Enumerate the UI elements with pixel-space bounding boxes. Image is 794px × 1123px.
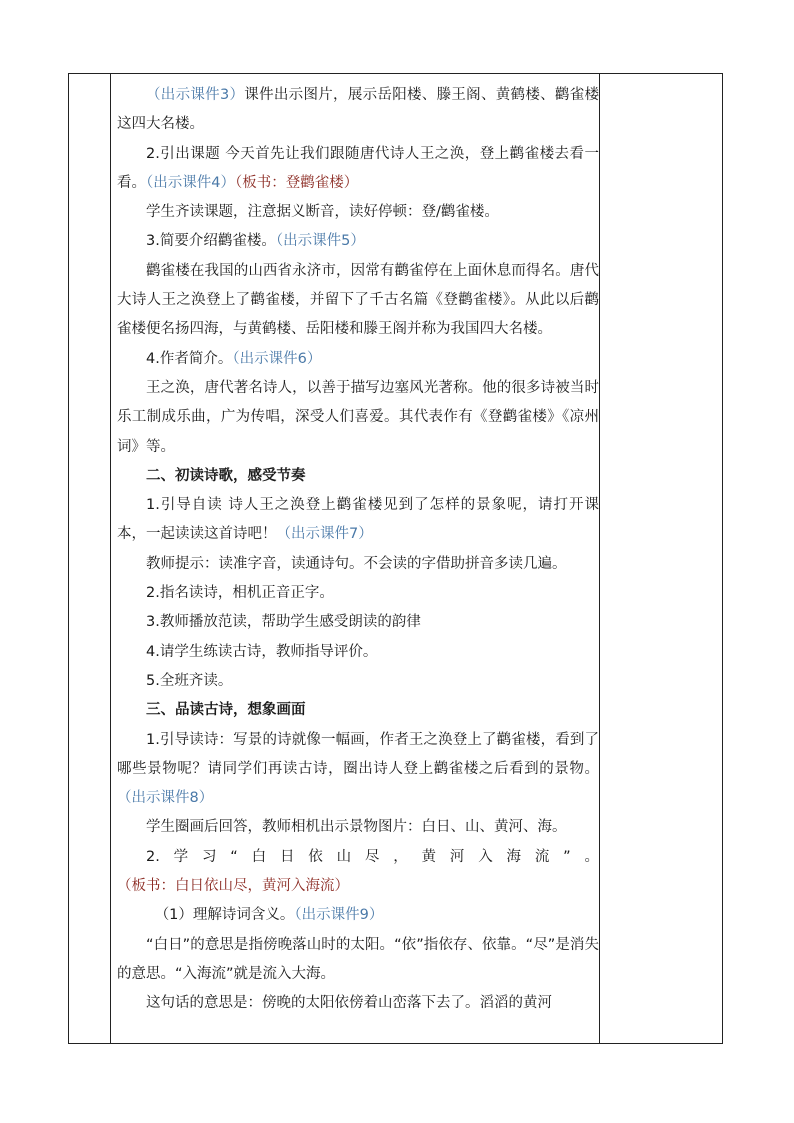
paragraph [117,227,599,256]
text-segment: 鹳雀楼在我国的山西省永济市，因常有鹳雀停在上面休息而得名。唐代大诗人王之涣登上了鹳雀楼，并留下了千古名篇《登鹳雀楼》。从此以后鹳雀楼便名扬四海，与黄鹤楼、岳阳楼和滕王阁并称为我国四大名楼。 [117,262,599,338]
courseware-note: （出示课件9） [294,907,384,924]
text-segment: 2.学习“白日依山尽，黄河入海流”。 [146,848,599,865]
paragraph [117,198,599,227]
text-segment: 三、品读古诗，想象画面 [146,702,306,719]
text-segment: 学生齐读课题，注意据义断音，读好停顿：登/鹳雀楼。 [146,204,499,221]
paragraph [117,257,599,345]
courseware-note: （出示课件3） [146,87,245,103]
paragraph [117,726,599,814]
text-segment: 1.引导自读 诗人王之涣登上鹳雀楼见到了怎样的景象呢，请打开课本，一起读读这首诗吧！ [117,497,599,543]
paragraph [117,989,599,1018]
text-segment: “白日”的意思是指傍晚落山时的太阳。“依”指依存、依靠。“尽”是消失的意思。“入海流”就是流入大海。 [117,936,599,982]
paragraph [117,374,599,462]
text-segment: 4.请学生练读古诗，教师指导评价。 [146,643,378,660]
paragraph [117,901,599,930]
text-segment: 2.引出课题 今天首先让我们跟随唐代诗人王之涣，登上鹳雀楼去看一看。 [117,145,599,191]
section-heading [117,462,599,491]
paragraph [117,579,599,608]
paragraph [117,843,599,902]
paragraph [117,638,599,667]
text-segment: 1.引导读诗：写景的诗就像一幅画，作者王之涣登上了鹳雀楼，看到了哪些景物呢？请同学们再读古诗，圈出诗人登上鹳雀楼之后看到的景物。 [117,731,599,777]
text-segment: 这句话的意思是：傍晚的太阳依傍着山峦落下去了。滔滔的黄河 [146,995,552,1012]
paragraph [117,550,599,579]
paragraph [117,931,599,990]
courseware-note: （出示课件4） [146,174,235,191]
paragraph [117,345,599,374]
courseware-note: （出示课件7） [276,526,373,543]
courseware-note: （出示课件6） [232,350,322,367]
paragraph [117,81,599,140]
text-segment: 5.全班齐读。 [146,672,233,689]
courseware-note: （出示课件5） [275,233,365,250]
paragraph [117,813,599,842]
text-segment: 二、初读诗歌，感受节奏 [146,467,306,484]
left-cell [69,74,110,1043]
left-column-divider [110,74,111,1043]
text-segment: 3.教师播放范读，帮助学生感受朗读的韵律 [146,614,421,631]
paragraph [117,608,599,637]
text-segment: 学生圈画后回答，教师相机出示景物图片：白日、山、黄河、海。 [146,819,567,836]
paragraph [117,491,599,550]
board-note: （板书：登鹳雀楼） [234,174,359,191]
courseware-note: （出示课件8） [117,790,214,807]
paragraph [117,667,599,696]
paragraph [117,140,599,199]
text-segment: （1）理解诗词含义。 [154,907,295,924]
lesson-table [68,73,723,1044]
section-heading [117,696,599,725]
board-note: （板书：白日依山尽，黄河入海流） [117,878,349,895]
text-segment: 4.作者简介。 [146,350,233,367]
text-segment: 教师提示：读准字音，读通诗句。不会读的字借助拼音多读几遍。 [146,555,567,572]
text-segment: 课件出示图片，展示岳阳楼、滕王阁、黄鹤楼、鹳雀楼这四大名楼。 [117,87,599,133]
text-segment: 2.指名读诗，相机正音正字。 [146,585,334,602]
notes-cell [599,74,722,1043]
text-segment: 3.简要介绍鹳雀楼。 [146,233,276,250]
text-segment: 王之涣，唐代著名诗人，以善于描写边塞风光著称。他的很多诗被当时乐工制成乐曲，广为传唱，深受人们喜爱。其代表作有《登鹳雀楼》《凉州词》等。 [117,379,599,455]
lesson-content [117,81,599,1019]
